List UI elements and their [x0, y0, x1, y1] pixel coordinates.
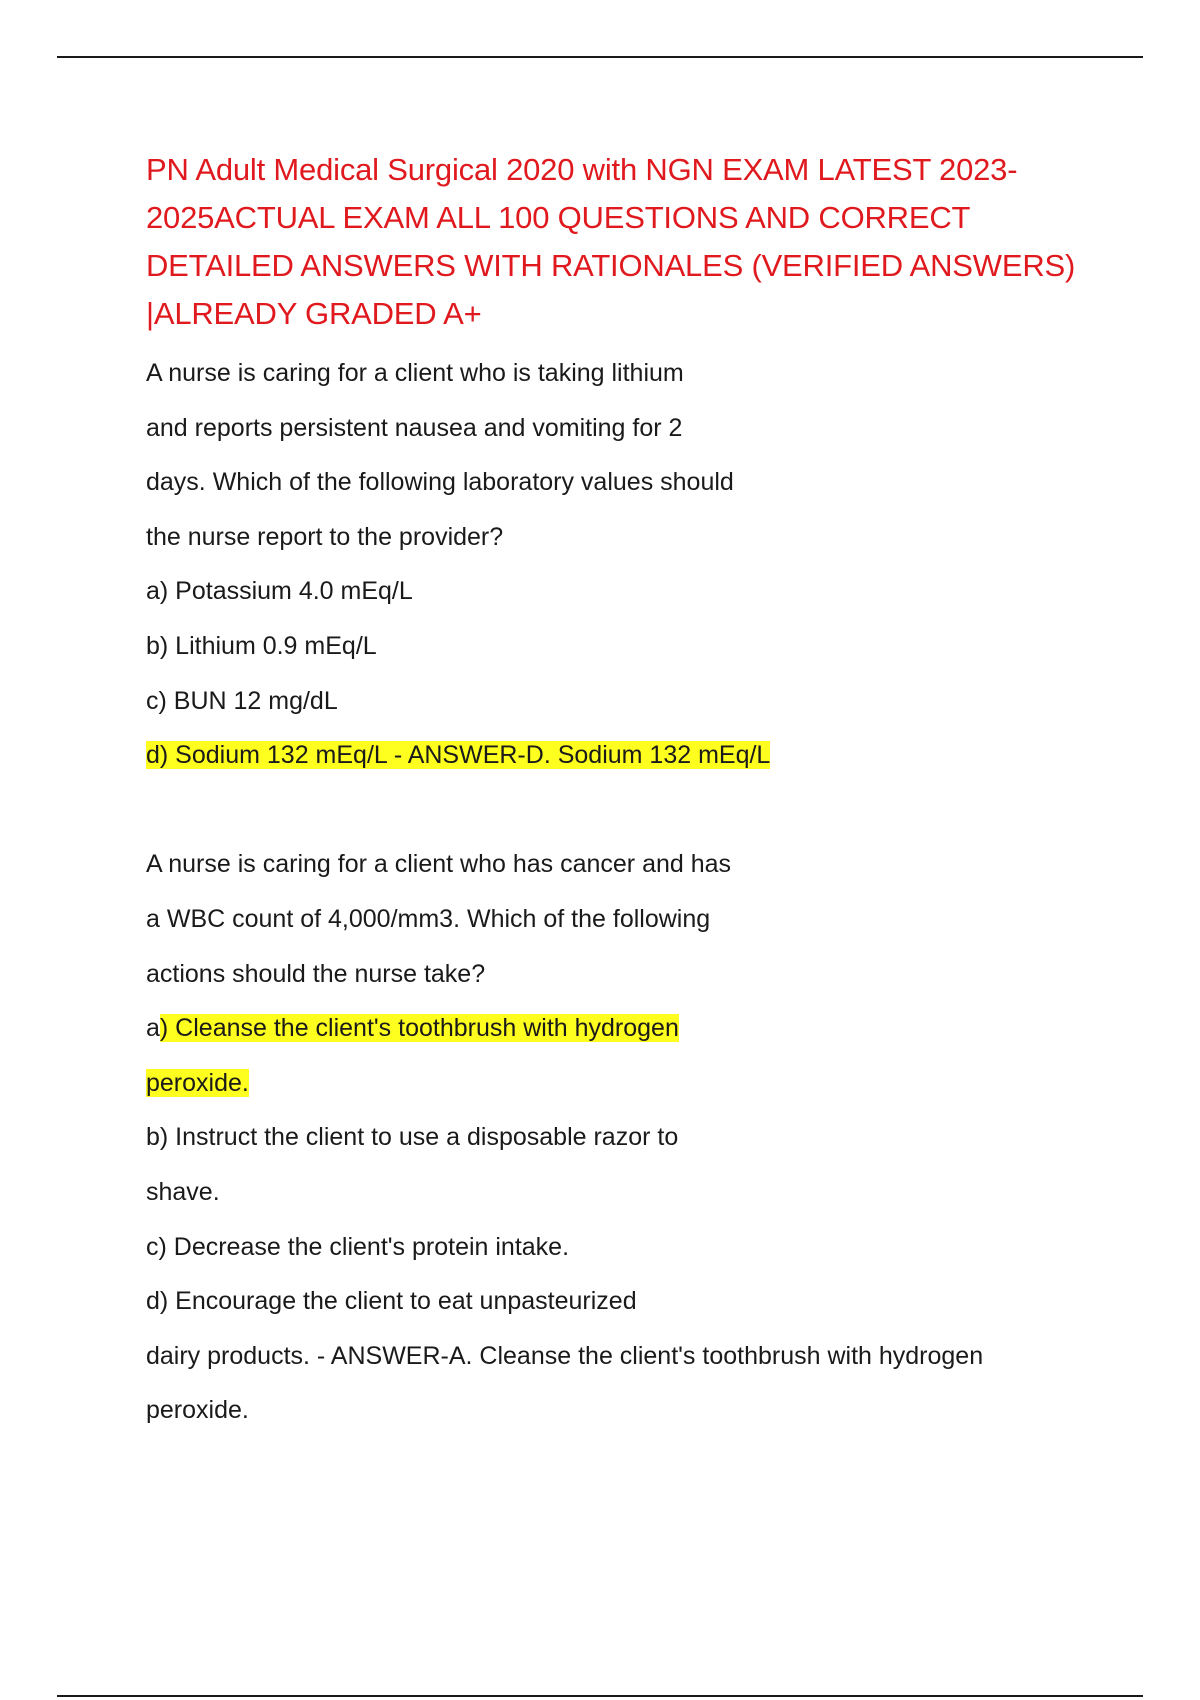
answer-highlight: d) Sodium 132 mEq/L - ANSWER-D. Sodium 132 mEq/L [146, 741, 771, 770]
answer-option: dairy products. - ANSWER-A. Cleanse the client's toothbrush with hydrogen [146, 1341, 984, 1370]
answer-option: peroxide. [146, 1396, 249, 1425]
document-body [146, 146, 1106, 1438]
question-stem-line: the nurse report to the provider? [146, 522, 504, 551]
title-line: 2025ACTUAL EXAM ALL 100 QUESTIONS AND CORRECT [146, 200, 971, 235]
title-line: |ALREADY GRADED A+ [146, 296, 482, 331]
question-stem-line: days. Which of the following laboratory values should [146, 468, 734, 497]
question-stem-line: a WBC count of 4,000/mm3. Which of the following [146, 904, 711, 933]
correct-answer-option [146, 1001, 1106, 1056]
document-title [146, 146, 1106, 338]
answer-option: a) Potassium 4.0 mEq/L [146, 577, 413, 606]
question-stem-line: actions should the nurse take? [146, 959, 486, 988]
answer-option: c) Decrease the client's protein intake. [146, 1232, 570, 1261]
correct-answer-option [146, 728, 1106, 783]
title-line: DETAILED ANSWERS WITH RATIONALES (VERIFIED ANSWERS) [146, 248, 1076, 283]
title-line: PN Adult Medical Surgical 2020 with NGN EXAM LATEST 2023- [146, 152, 1018, 187]
answer-option: b) Instruct the client to use a disposable razor to [146, 1123, 679, 1152]
question-1 [146, 346, 1106, 783]
question-2 [146, 837, 1106, 1438]
bottom-rule [57, 1695, 1143, 1697]
question-stem-line: A nurse is caring for a client who is taking lithium [146, 359, 684, 387]
top-rule [57, 56, 1143, 58]
answer-option: shave. [146, 1177, 220, 1206]
question-spacer [146, 783, 1106, 838]
answer-highlight: ) Cleanse the client's toothbrush with hydrogen [159, 1014, 679, 1043]
answer-option: b) Lithium 0.9 mEq/L [146, 631, 377, 660]
answer-highlight: peroxide. [146, 1068, 249, 1097]
answer-option: d) Encourage the client to eat unpasteurized [146, 1287, 637, 1316]
question-stem-line: A nurse is caring for a client who has cancer and has [146, 850, 732, 879]
correct-answer-option-cont [146, 1056, 1106, 1111]
answer-option: c) BUN 12 mg/dL [146, 686, 338, 715]
question-stem-line: and reports persistent nausea and vomiting for 2 [146, 413, 683, 442]
option-letter: a [146, 1014, 160, 1043]
